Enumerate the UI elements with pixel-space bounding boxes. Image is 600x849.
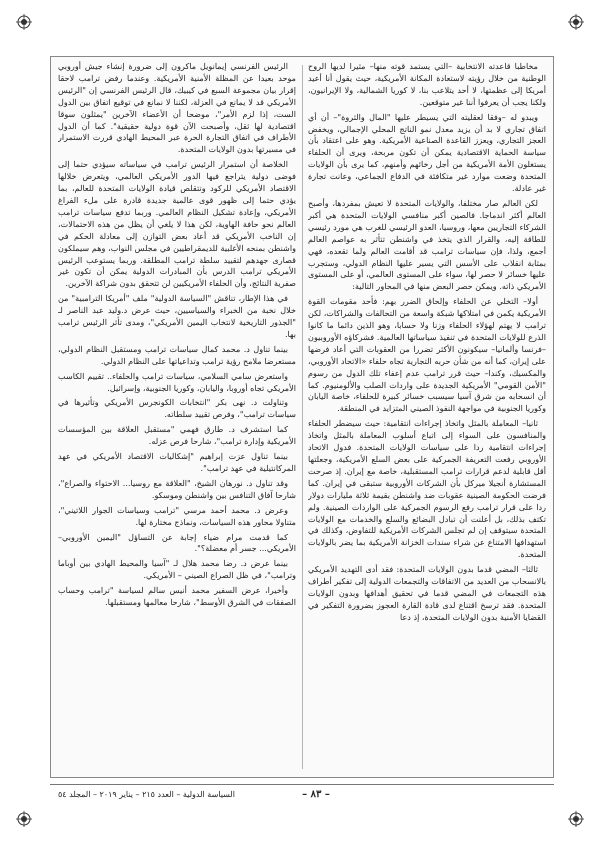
paragraph: مخاطبا قاعدته الانتخابية –التي يستمد قوته منها– مثيرا لديها الروح الوطنية من خلال رؤيته لاستعادة المكانة الأمريكية، حيث يقول أنا أعيد أمريكا إلى عظمتها، لا أحد يتلاعب بنا، لا كوريا الشمالية، ولا الإيرانيون، ولكنا يجب أن يعرفوا أننا غير متوقعين. bbox=[308, 61, 546, 107]
registration-mark-icon bbox=[16, 14, 32, 30]
paragraph: ثانيا– المعاملة بالمثل واتخاذ إجراءات انتقامية: حيث سيضطر الحلفاء والمنافسون على السواء إلى اتباع أسلوب المعاملة بالمثل واتخاذ إجراءات انتقامية ردا على سياسات الولايات المتحدة. فدول الاتحاد الأوروبي رفعت التعريفة الجمركية على بعض السلع الأمريكية، وجعلتها أقل قابلية لدعم قرارات ترامب المستقبلية، خاصة مع إيران. إذ صرحت المستشارة أنجيلا ميركل بأن الشركات الأوروبية ستبقى في إيران. كما فرضت الحكومة الصينية عقوبات ضد واشنطن بقيمة ثلاثة مليارات دولار ردا على قرار ترامب رفع الرسوم الجمركية على الواردات الصينية. ولم تكتف بذلك، بل أعلنت أن تبادل البضائع والسلع والخدمات مع الولايات المتحدة سيتوقف إن لم تجلس الشركات الأمريكية للتفاوض، وكذلك في استهدافها الامتناع عن شراء سندات الخزانة الأمريكية بما يضر بالولايات المتحدة. bbox=[308, 418, 546, 560]
paragraph: بينما تناول عزت إبراهيم "إشكاليات الاقتصاد الأمريكي في عهد المركانتيلية في عهد ترامب". bbox=[58, 451, 296, 473]
paragraph: ويبدو له –وفقا لعقليته التي يسيطر عليها "المال والثروة"– أن أي اتفاق تجاري لا بد أن يزيد معدل نمو الناتج المحلي الإجمالي، ويخفض العجز التجاري، ويعزز القاعدة الصناعية الأمريكية. وهو على اعتقاد بأن سياسة الحماية الاقتصادية يمكن أن تكون مربحة، ويرى أن الحلفاء يستغلون الأمة الأمريكية من أجل رخائهم وأمنهم، كما يرى بأن الولايات المتحدة وضعت موارد غير متكافئة في الدفاع الجماعي، وعانت تجارة غير عادلة. bbox=[308, 111, 546, 194]
paragraph: الخلاصة أن استمرار الرئيس ترامب في سياساته سيؤدي حتما إلى فوضى دولية يتراجع فيها الدور الأمريكي العالمي، ويتعرض خلالها الاقتصاد الأمريكي للركود وتتقلص قيادة الولايات المتحدة للعالم، بما يؤدي حتما إلى ظهور قوى عالمية جديدة قادرة على ملء الفراغ الأمريكي، وإعادة تشكيل النظام العالمي. وربما تدفع سياسات ترامب العالم نحو حافة الهاوية، لكن هذا لا يلغي أن يظل من هذه الاحتمالات، إن الناخب الأمريكي قد أعاد بعض التوازن إلى معادلة الحكم في واشنطن بمنحه الأغلبية للديمقراطيين في مجلس النواب، وهم سيملكون قصارى جهدهم لتقييد سلطة ترامب المطلقة. وربما يستوعب الرئيس الأمريكي ترامب الدرس بأن المبادرات الدولية يمكن أن تكون غير صفرية النتائج، وأن الحلفاء الأمريكيين لن تتحقق بدون شراكة الآخرين. bbox=[58, 159, 296, 289]
paragraph: بينما تناول د. محمد كمال سياسات ترامب ومستقبل النظام الدولي، مستعرضا ملامح رؤية ترامب وتداعياتها على النظام الدولي. bbox=[58, 343, 296, 366]
paragraph: وقد تناول د. نورهان الشيخ، "العلاقة مع روسيا... الاحتواء والصراع"، شارحا آفاق التنافس بين واشنطن وموسكو. bbox=[58, 477, 296, 500]
journal-reference: السياسة الدولية – العدد ٢١٥ – يناير ٢٠١٩ – المجلد ٥٤ bbox=[58, 790, 235, 799]
paragraph: ثالثا– المضي قدما بدون الولايات المتحدة: فقد أدى التهديد الأمريكي بالانسحاب من العديد من الاتفاقات والتجمعات الدولية إلى تفكير أطراف هذه التجمعات في المضي قدما في تحقيق أهدافها وبدون الولايات المتحدة. فقد ترسخ اقتناع لدى قادة القارة العجوز بضرورة التفكير في القضايا الأمنية بدون الولايات المتحدة، إذ دعا bbox=[308, 564, 546, 622]
paragraph: واستعرض سامي السلامي، سياسات ترامب والحلفاء.. تقييم الكاسب الأمريكي تجاه أوروبا، واليابان، وكوريا الجنوبية، وإسرائيل. bbox=[58, 370, 296, 393]
paragraph: الرئيس الفرنسي إيمانويل ماكرون إلى ضرورة إنشاء جيش أوروبي موحد بعيدا عن المظلة الأمنية الأمريكية. وعندما رفض ترامب لاحقا إقرار بيان مجموعة السبع في كيبيك، قال الرئيس الفرنسي إن "الرئيس الأمريكي قد لا يمانع في العزلة، لكننا لا نمانع في توقيع اتفاق بين الدول الست، إذا لزم الأمر"، موضحا أن الأعضاء الآخرين "يمثلون سوقا اقتصادية لها ثقل، وأصبحت الآن قوة دولية حقيقية". كما أن الدول الأطراف في اتفاق التجارة الحرة عبر المحيط الهادي قررت الاستمرار في مسيرتها بدون الولايات المتحدة. bbox=[58, 61, 296, 155]
paragraph: في هذا الإطار، تناقش "السياسة الدولية" ملف "أمريكا الترامبية" من خلال نخبة من الخبراء والسياسيين، حيث عرض د.وليد عبد الناصر لـ "الجذور التاريخية لانتخاب اليمين الأمريكي"، ومدى تأثر الرئيس ترامب بها. bbox=[58, 293, 296, 339]
page-footer bbox=[50, 784, 554, 807]
registration-mark-icon bbox=[568, 14, 584, 30]
paragraph: لكن العالم صار مختلفا، والولايات المتحدة لا تعيش بمفردها، وأصبح العالم أكثر اندماجا. فالصين أكبر منافسي الولايات المتحدة هي أكبر الشركاء التجاريين معها، وروسيا، العدو الرئيسي للغرب هي مورد رئيسي للطاقة إليه، والقرار الذي يتخذ في واشنطن تتأثر به عواصم العالم أجمع، ولذا، فإن سياسات ترامب قد أقامت العالم ولما تقعده، فهي بمثابة انقلاب على الأسس التي يسير عليها النظام الدولي، وستجرب عليها خسائر لا حصر لها، سواء على المستوى العالمي، أو على المستوى الأمريكي ذاته. ويمكن حصر البعض منها في المحاور التالية: bbox=[308, 197, 546, 292]
paragraph: وأخيرا، عرض السفير محمد أنيس سالم لسياسة "ترامب وحساب الصفقات في الشرق الأوسط"، شارحا معالمها ومستقبلها. bbox=[58, 585, 296, 608]
registration-mark-icon bbox=[568, 811, 584, 827]
article-page bbox=[50, 56, 554, 778]
page-number: – ٨٣ – bbox=[302, 789, 330, 800]
paragraph: كما قدمت مرام ضياء إجابة عن التساؤل "اليمين الأوروبي–الأمريكي... جسر أم معضلة؟". bbox=[58, 531, 296, 554]
left-column bbox=[58, 61, 296, 773]
paragraph: بينما عرض د. رضا محمد هلال لـ "آسيا والمحيط الهادي بين أوباما وترامب"، في ظل الصراع الصيني – الأمريكي. bbox=[58, 558, 296, 581]
column-divider bbox=[302, 65, 303, 769]
paragraph: وعرض د. محمد أحمد مرسي "ترامب وسياسات الجوار اللاتيني"، متناولا محاور هذه السياسات، ونماذج مختارة لها. bbox=[58, 504, 296, 527]
right-column bbox=[308, 61, 546, 773]
paragraph: أولا– التخلي عن الحلفاء وإلحاق الضرر بهم: فأحد مقومات القوة الأمريكية يكمن في امتلاكها شبكة واسعة من التحالفات والشراكات، لكن ترامب لا يهتم لهؤلاء الحلفاء وزنا ولا حسابا، وهو الذين دائما ما كانوا الذرع للولايات المتحدة في تنفيذ سياساتها العالمية. فشركاؤه الأوروبيون –فرنسا وألمانيا– سيكونون الأكثر تضررا من العقوبات التي أعاد فرضها على إيران، كما أنه من شأن حربه التجارية تجاه حلفاء «الاتحاد الأوروبي، والمكسيك، وكندا– حيث قرر ترامب عدم إعفاء تلك الدول من رسوم "الأمن القومي" الأمريكية الجديدة على واردات الصلب والألومنيوم. كما أن انسحابه من شرق آسيا سيسبب خسائر كبيرة للحلفاء، خاصة اليابان وكوريا الجنوبية في مواجهة النفوذ الصيني المتزايد في المنطقة. bbox=[308, 296, 546, 414]
registration-mark-icon bbox=[16, 811, 32, 827]
paragraph: كما استشرف د. طارق فهمي "مستقبل العلاقة بين المؤسسات الأمريكية وإدارة ترامب"، شارحا فرص عزله. bbox=[58, 424, 296, 447]
paragraph: وتناولت د. نهى بكر "انتخابات الكونجرس الأمريكي وتأثيرها في سياسات ترامب"، وفرص تقييد سلطاته. bbox=[58, 397, 296, 420]
